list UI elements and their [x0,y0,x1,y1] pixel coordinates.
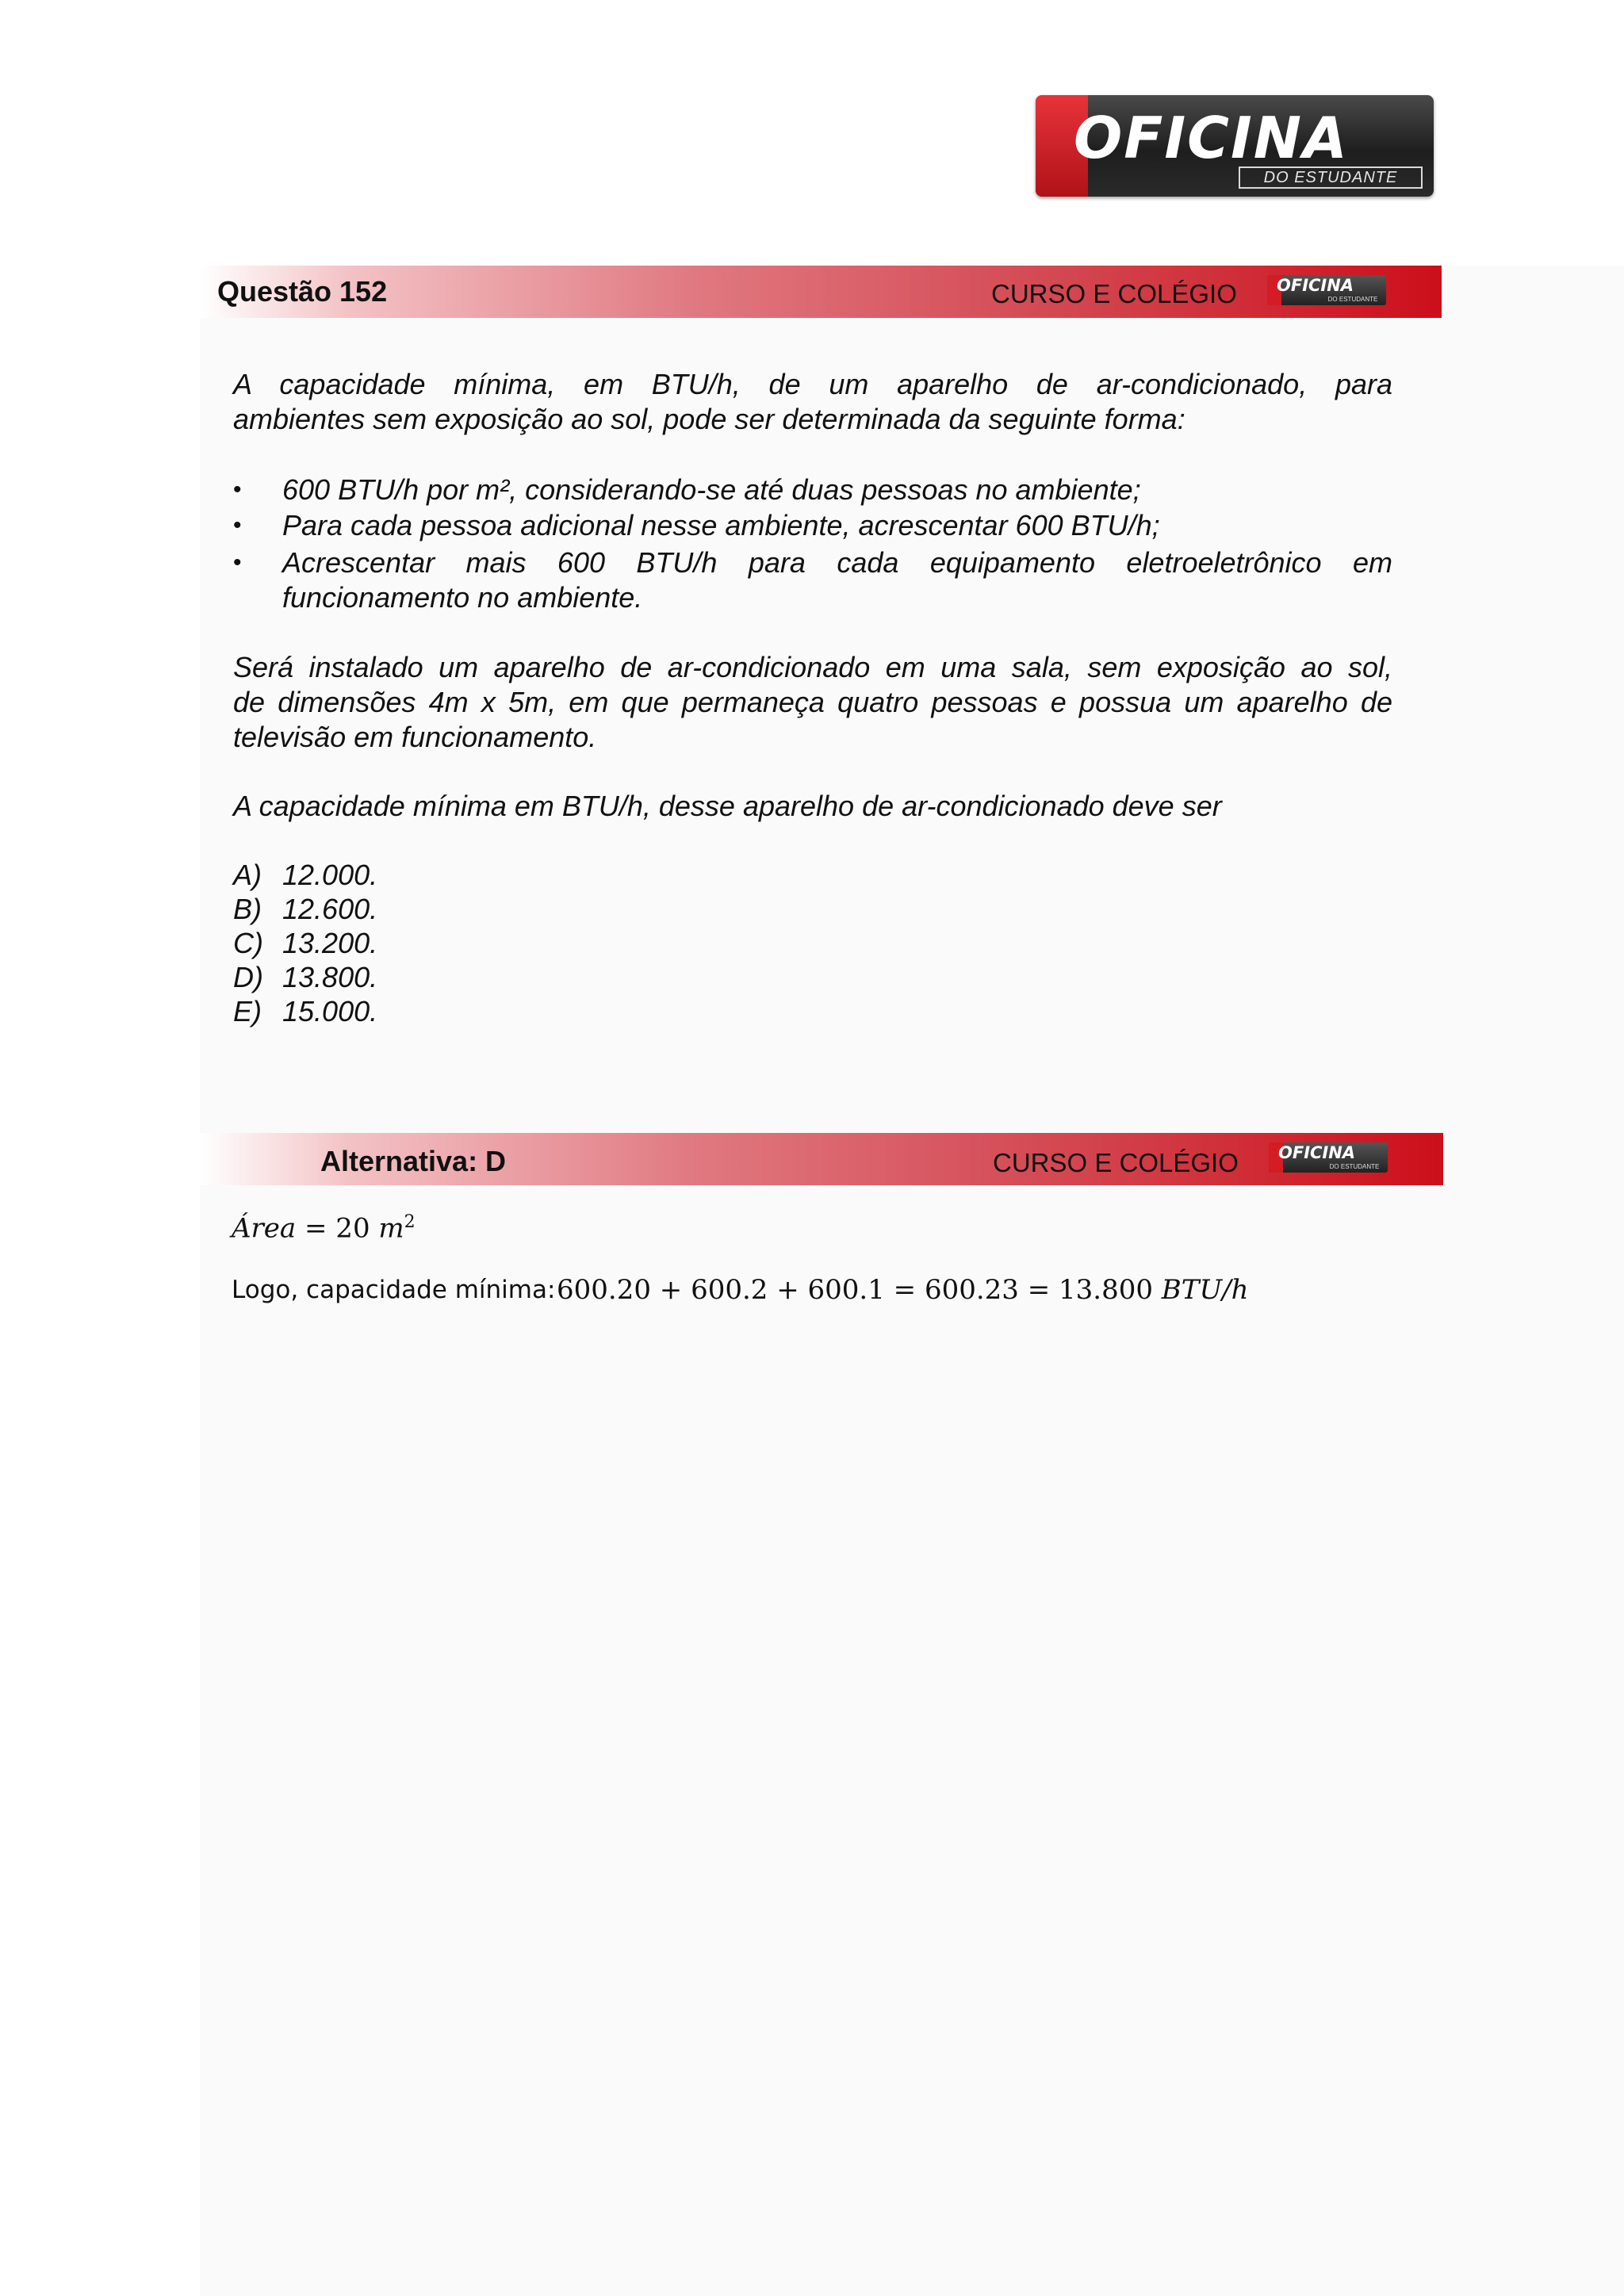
solution-area-equation [232,1205,416,1246]
solution-label: Logo, capacidade mínima: [232,1276,556,1304]
scenario-line-3: televisão em funcionamento. [233,721,597,753]
option-d-letter: D) [233,961,263,993]
answer-title: Alternativa: D [320,1145,507,1177]
logo-word: OFICINA [1074,105,1349,171]
area-exponent: 2 [404,1212,416,1232]
bullet-3-text-line-2: funcionamento no ambiente. [282,581,643,614]
solution-unit: BTU/h [1161,1274,1249,1306]
bullet-dot: • [233,512,242,538]
scenario-line-1: Será instalado um aparelho de ar-condicionado em uma sala, sem exposição ao sol, [233,651,1392,683]
area-value: = 20 [304,1212,370,1245]
question-course-label: CURSO E COLÉGIO [991,279,1237,308]
option-c-letter: C) [233,927,263,959]
bullet-2-text: Para cada pessoa adicional nesse ambiente, acrescentar 600 BTU/h; [282,509,1160,541]
option-a-value: 12.000. [282,859,378,891]
option-a-letter: A) [233,859,262,891]
bullet-3-text-line-1: Acrescentar mais 600 BTU/h para cada equipamento eletroeletrônico em [282,546,1392,579]
option-d-value: 13.800. [282,961,378,993]
question-title: Questão 152 [217,275,388,308]
bullet-dot: • [233,476,242,503]
option-b-value: 12.600. [282,893,378,925]
question-header-mini-logo [1267,275,1386,305]
oficina-logo [1036,95,1434,197]
mini-logo-word: OFICINA [1277,276,1354,295]
answer-course-label: CURSO E COLÉGIO [993,1148,1239,1177]
question-prompt: A capacidade mínima em BTU/h, desse aparelho de ar-condicionado deve ser [233,790,1222,822]
mini-logo-sub: DO ESTUDANTE [1329,1163,1380,1170]
area-unit: m [378,1212,404,1245]
logo-tagline: DO ESTUDANTE [1263,169,1398,186]
bullet-dot: • [233,549,242,576]
mini-logo-word: OFICINA [1278,1143,1356,1162]
option-c-value: 13.200. [282,927,378,959]
solution-expression [557,1272,1248,1307]
option-e-value: 15.000. [282,995,378,1027]
option-b-letter: B) [233,893,262,925]
scenario-line-2: de dimensões 4m x 5m, em que permaneça quatro pessoas e possua um aparelho de [233,686,1392,718]
question-intro-line-1: A capacidade mínima, em BTU/h, de um aparelho de ar-condicionado, para [233,368,1392,400]
area-symbol: Área [232,1212,297,1245]
answer-header-mini-logo [1269,1142,1388,1173]
mini-logo-sub: DO ESTUDANTE [1327,296,1378,303]
solution-expression-value: 600.20 + 600.2 + 600.1 = 600.23 = 13.800 [557,1274,1153,1306]
bullet-1-text: 600 BTU/h por m², considerando-se até duas pessoas no ambiente; [282,473,1141,506]
option-e-letter: E) [233,995,262,1027]
question-intro-line-2: ambientes sem exposição ao sol, pode ser determinada da seguinte forma: [233,403,1185,435]
